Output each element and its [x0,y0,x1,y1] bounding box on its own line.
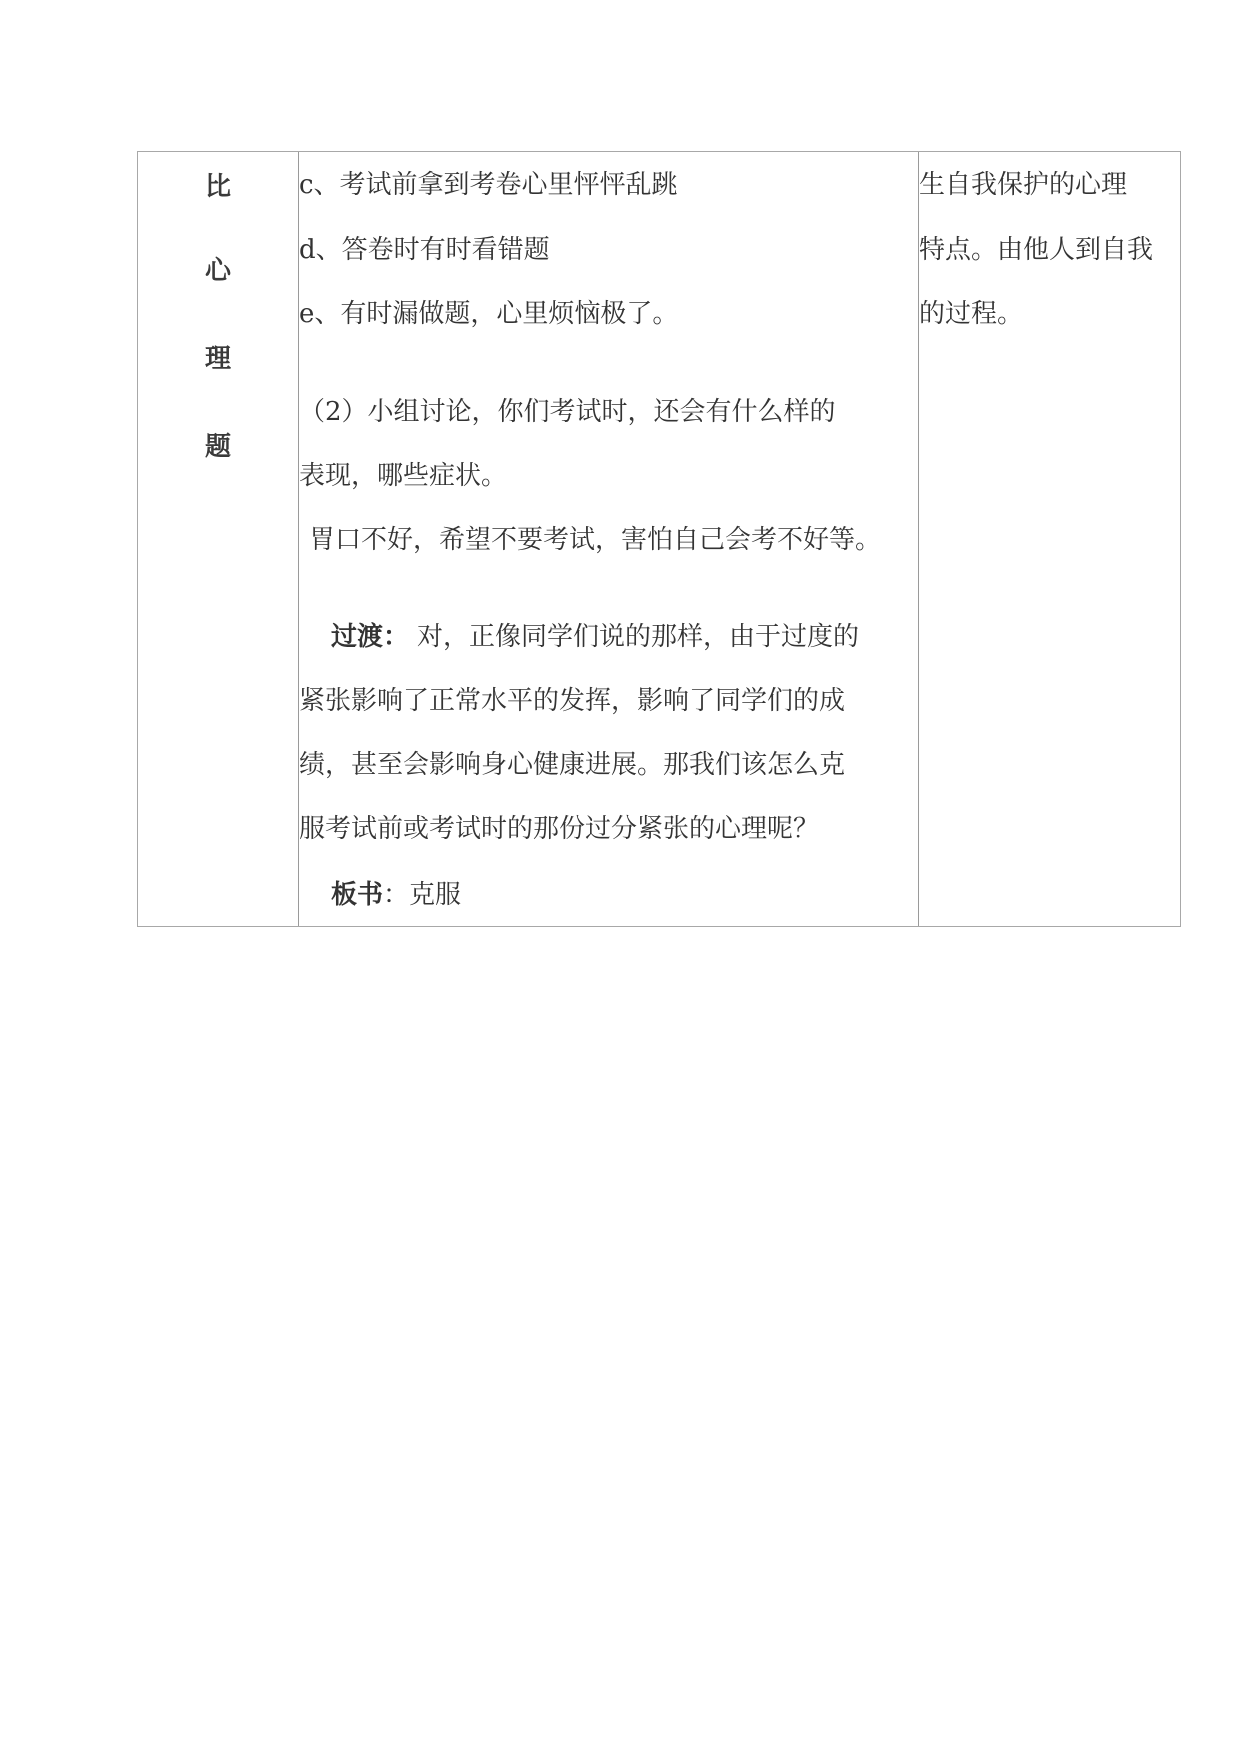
design-intent-line: 特点。由他人到自我 [919,235,1154,265]
transition-text: 对，正像同学们说的那样，由于过度的 [417,622,860,652]
transition-paragraph-line: 绩，甚至会影响身心健康进展。那我们该怎么克 [299,750,846,780]
list-item-d: d、答卷时有时看错题 [299,235,550,265]
board-writing-line [331,882,461,908]
section-title-char: 比 [204,172,231,202]
section-title-cell [138,152,298,926]
section-title-char: 心 [204,256,231,286]
lesson-table [137,151,1181,927]
transition-paragraph-first-line [331,624,859,650]
section-title-char: 理 [204,344,231,374]
board-text: 克服 [409,880,462,910]
board-label: 板书 [331,880,384,910]
design-intent-cell [919,152,1181,926]
lesson-content-cell [299,152,917,926]
transition-label: 过渡： [331,622,410,652]
list-item-c: c、考试前拿到考卷心里怦怦乱跳 [299,170,678,200]
discussion-answer: 胃口不好，希望不要考试，害怕自己会考不好等。 [309,525,882,555]
list-item-e: e、有时漏做题，心里烦恼极了。 [299,299,679,329]
board-colon: ： [383,880,410,910]
transition-paragraph-line: 紧张影响了正常水平的发挥，影响了同学们的成 [299,686,846,716]
transition-paragraph-line: 服考试前或考试时的那份过分紧张的心理呢？ [299,814,820,844]
design-intent-line: 生自我保护的心理 [919,170,1128,200]
design-intent-line: 的过程。 [919,299,1024,329]
section-title-char: 题 [204,432,231,462]
discussion-question-line: 表现，哪些症状。 [299,461,508,491]
discussion-question-line: （2）小组讨论，你们考试时，还会有什么样的 [299,397,836,427]
